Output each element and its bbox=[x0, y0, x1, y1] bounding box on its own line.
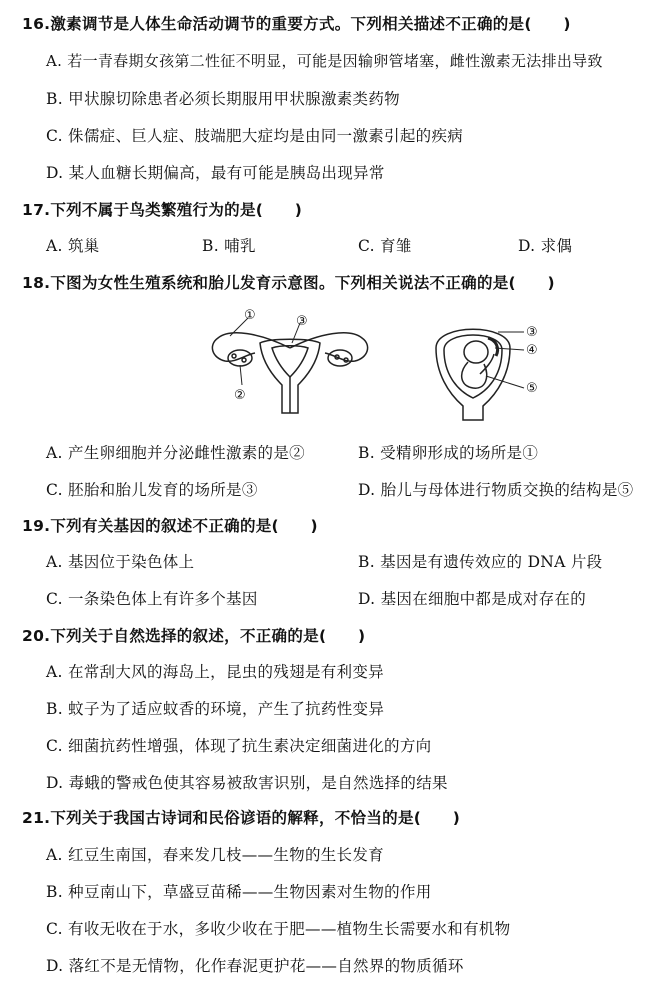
q18-option-a: A. 产生卵细胞并分泌雌性激素的是② bbox=[46, 444, 305, 462]
q20-option-a: A. 在常刮大风的海岛上，昆虫的残翅是有利变异 bbox=[46, 663, 384, 681]
label-3-fetus: ③ bbox=[526, 325, 538, 340]
q20-option-d: D. 毒蛾的警戒色使其容易被敌害识别，是自然选择的结果 bbox=[46, 774, 448, 792]
label-3-uterus: ③ bbox=[296, 314, 308, 329]
q18-number: 18. bbox=[22, 274, 51, 292]
q19-option-d: D. 基因在细胞中都是成对存在的 bbox=[358, 590, 587, 608]
q18-option-b: B. 受精卵形成的场所是① bbox=[358, 444, 539, 462]
fetus-head bbox=[464, 341, 488, 363]
q20-option-b: B. 蚊子为了适应蚊香的环境，产生了抗药性变异 bbox=[46, 700, 385, 718]
female-reproductive-system-figure bbox=[200, 303, 380, 423]
q18-stem-text: 下图为女性生殖系统和胎儿发育示意图。下列相关说法不正确的是( ) bbox=[50, 274, 555, 292]
q19-stem-text: 下列有关基因的叙述不正确的是( ) bbox=[50, 517, 318, 535]
q20-stem-text: 下列关于自然选择的叙述，不正确的是( ) bbox=[50, 627, 366, 645]
q21-stem bbox=[22, 808, 460, 828]
q20-option-c: C. 细菌抗药性增强，体现了抗生素决定细菌进化的方向 bbox=[46, 737, 432, 755]
q18-option-d: D. 胎儿与母体进行物质交换的结构是⑤ bbox=[358, 481, 634, 499]
q16-stem bbox=[22, 14, 571, 34]
q17-option-c: C. 育雏 bbox=[358, 237, 412, 255]
q20-number: 20. bbox=[22, 627, 51, 645]
q19-option-b: B. 基因是有遗传效应的 DNA 片段 bbox=[358, 553, 603, 571]
q17-stem-text: 下列不属于鸟类繁殖行为的是( ) bbox=[50, 201, 303, 219]
q16-stem-text: 激素调节是人体生命活动调节的重要方式。下列相关描述不正确的是( ) bbox=[50, 15, 571, 33]
q17-number: 17. bbox=[22, 201, 51, 219]
q17-option-d: D. 求偶 bbox=[518, 237, 573, 255]
q21-option-c: C. 有收无收在于水，多收少收在于肥——植物生长需要水和有机物 bbox=[46, 920, 511, 938]
q17-stem bbox=[22, 200, 302, 220]
uterus-diagram bbox=[200, 303, 380, 423]
q19-stem bbox=[22, 516, 318, 536]
q21-option-d: D. 落红不是无情物，化作春泥更护花——自然界的物质循环 bbox=[46, 957, 464, 975]
uterine-cavity bbox=[272, 346, 308, 377]
q16-option-b: B. 甲状腺切除患者必须长期服用甲状腺激素类药物 bbox=[46, 90, 400, 108]
fetus-body bbox=[462, 362, 487, 388]
q21-option-a: A. 红豆生南国，春来发几枝——生物的生长发育 bbox=[46, 846, 384, 864]
q19-number: 19. bbox=[22, 517, 51, 535]
q20-stem bbox=[22, 626, 365, 646]
q17-option-a: A. 筑巢 bbox=[46, 237, 100, 255]
label-4: ④ bbox=[526, 343, 538, 358]
q17-option-b: B. 哺乳 bbox=[202, 237, 256, 255]
label-1: ① bbox=[244, 308, 256, 323]
q18-stem bbox=[22, 273, 555, 293]
q16-option-a: A. 若一青春期女孩第二性征不明显，可能是因输卵管堵塞，雌性激素无法排出导致 bbox=[46, 52, 603, 70]
label-2: ② bbox=[234, 388, 246, 403]
fetus-diagram bbox=[428, 318, 553, 423]
q16-option-d: D. 某人血糖长期偏高，最有可能是胰岛出现异常 bbox=[46, 164, 385, 182]
q21-stem-text: 下列关于我国古诗词和民俗谚语的解释，不恰当的是( ) bbox=[50, 809, 461, 827]
q16-option-c: C. 侏儒症、巨人症、肢端肥大症均是由同一激素引起的疾病 bbox=[46, 127, 464, 145]
q21-number: 21. bbox=[22, 809, 51, 827]
q19-option-a: A. 基因位于染色体上 bbox=[46, 553, 195, 571]
label-5: ⑤ bbox=[526, 381, 538, 396]
q18-option-c: C. 胚胎和胎儿发育的场所是③ bbox=[46, 481, 258, 499]
q19-option-c: C. 一条染色体上有许多个基因 bbox=[46, 590, 258, 608]
q16-number: 16. bbox=[22, 15, 51, 33]
fetus-development-figure bbox=[428, 318, 553, 423]
q21-option-b: B. 种豆南山下，草盛豆苗稀——生物因素对生物的作用 bbox=[46, 883, 432, 901]
